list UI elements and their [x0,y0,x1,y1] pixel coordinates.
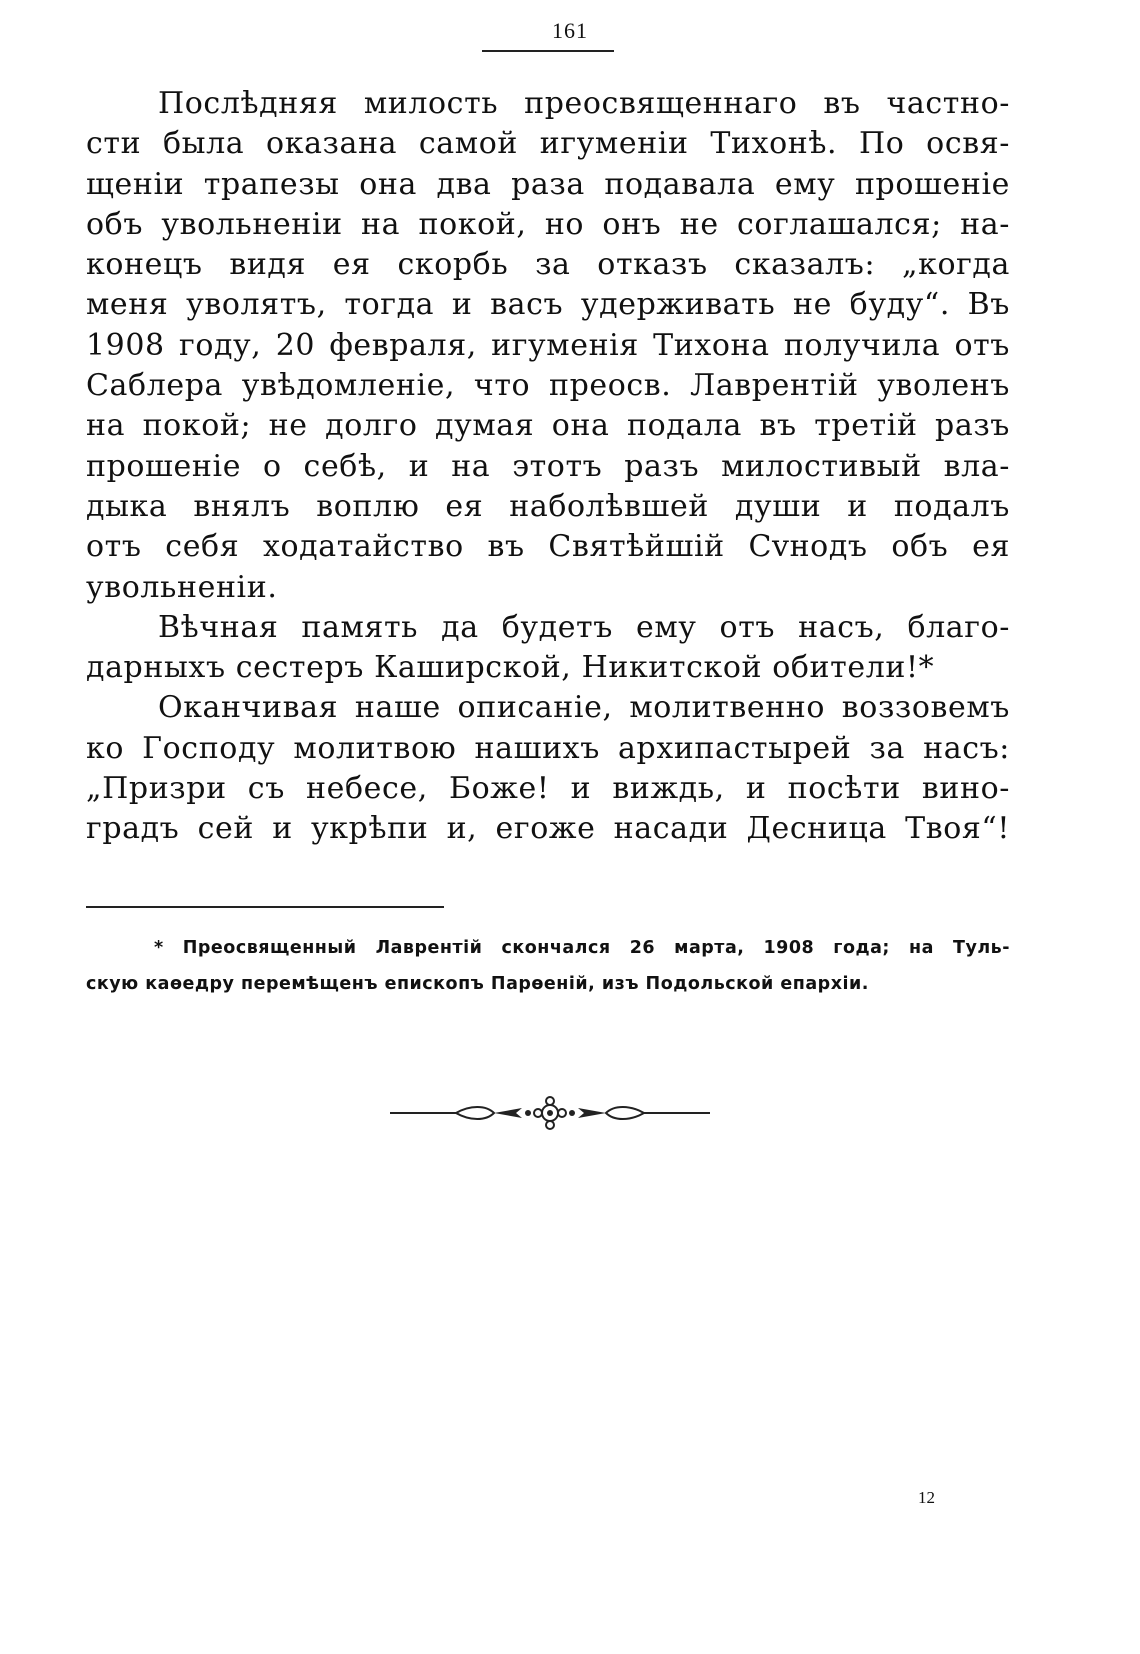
footnote [86,930,1010,1002]
main-text [86,84,1010,850]
text-line: Оканчивая наше описаніе, молитвенно воззовемъ [158,690,1010,726]
header-rule [482,50,614,52]
text-line: отъ себя ходатайство въ Святѣйшій Сvнодъ объ ея [86,529,1010,565]
text-line: щеніи трапезы она два раза подавала ему прошеніе [86,166,1010,202]
text-line: „Призри съ небесе, Боже! и виждь, и посѣти вино- [86,771,1010,807]
text-line: на покой; не долго думая она подала въ третій разъ [86,408,1010,444]
text-line: меня уволятъ, тогда и васъ удерживать не буду“. Въ [86,287,1010,323]
text-line: прошеніе о себѣ, и на этотъ разъ милостивый вла- [86,448,1010,484]
footnote-rule [86,906,444,908]
page-number: 161 [552,18,588,43]
text-line: сти была оказана самой игуменіи Тихонѣ. По освя- [86,126,1010,162]
text-line: увольненіи. [86,569,278,605]
text-line: градъ сей и укрѣпи и, егоже насади Десница Твоя“! [86,811,1010,847]
text-line: Саблера увѣдомленіе, что преосв. Лаврентій уволенъ [86,368,1010,404]
text-line: 1908 году, 20 февраля, игуменія Тихона получила отъ [86,327,1010,363]
text-line: дарныхъ сестеръ Каширской, Никитской обители!* [86,650,935,686]
footnote-line: скую каѳедру перемѣщенъ епископъ Парѳеній, изъ Подольской епархіи. [86,974,869,994]
text-line: ко Господу молитвою нашихъ архипастырей за насъ: [86,730,1010,766]
text-line: Послѣдняя милость преосвященнаго въ частно- [158,86,1010,121]
ornament-divider-icon [390,1096,710,1130]
text-line: объ увольненіи на покой, но онъ не соглашался; на- [86,206,1010,242]
text-line: конецъ видя ея скорбь за отказъ сказалъ: „когда [86,247,1010,283]
text-line: дыка внялъ воплю ея наболѣвшей души и подалъ [86,488,1010,524]
sheet-number: 12 [918,1488,935,1507]
text-line: Вѣчная память да будетъ ему отъ насъ, благо- [158,609,1010,645]
footnote-line: * Преосвященный Лаврентій скончался 26 марта, 1908 года; на Туль- [154,938,1010,958]
